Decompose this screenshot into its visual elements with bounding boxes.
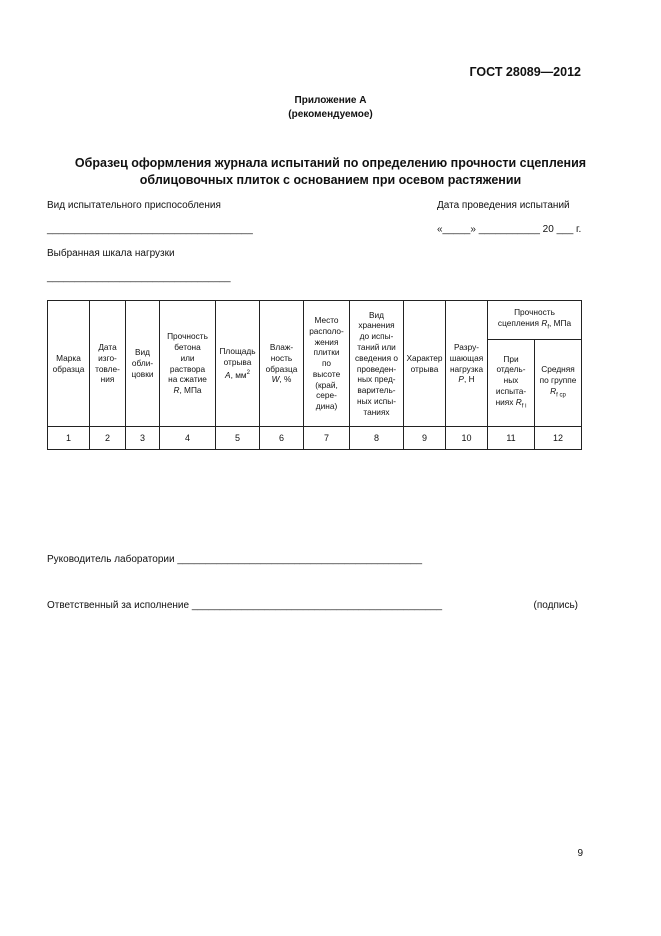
signature-note: (подпись) [533, 600, 578, 611]
document-title-line1: Образец оформления журнала испытаний по определению прочности сцепления [74, 156, 587, 170]
test-journal-table [47, 300, 582, 450]
header-storage-type: Вид хранения до испы- таний или сведения о проведен- ных пред- варитель- ных испы- таниях [350, 301, 404, 427]
device-label: Вид испытательного приспособления [47, 200, 221, 211]
column-number: 11 [488, 427, 535, 450]
column-number: 6 [260, 427, 304, 450]
column-number: 7 [304, 427, 350, 450]
scale-fill-line: _________________________________ [47, 272, 231, 283]
header-moisture: Влаж- ность образца W, % [260, 301, 304, 427]
column-number: 2 [90, 427, 126, 450]
column-number: 1 [48, 427, 90, 450]
header-separation-area: Площадь отрыва A, $мм^2$ [216, 301, 260, 427]
column-number: 8 [350, 427, 404, 450]
page-number: 9 [577, 848, 583, 859]
column-number: 4 [160, 427, 216, 450]
column-number: 12 [535, 427, 582, 450]
standard-number: ГОСТ 28089—2012 [469, 65, 581, 79]
header-tile-location: Место располо- жения плитки по высоте (край, сере- дина) [304, 301, 350, 427]
header-manufacture-date: Дата изго- товле- ния [90, 301, 126, 427]
appendix-title: Приложение А [294, 95, 367, 106]
device-fill-line: _____________________________________ [47, 224, 253, 235]
responsible-signature-line: Ответственный за исполнение _____________________________________________ [47, 600, 443, 611]
header-group-average: Средняя по группе $R_{f ср}$ [535, 340, 582, 427]
header-individual-tests: При отдель- ных испыта- ниях $R_{f i}$ [488, 340, 535, 427]
header-concrete-strength: Прочность бетона или раствора на сжатие R, МПа [160, 301, 216, 427]
header-adhesion-strength: Прочность сцепления $R_f$, МПа [488, 301, 582, 340]
header-facing-type: Вид обли- цовки [126, 301, 160, 427]
date-fill-line: «_____» ___________ 20 ___ г. [437, 224, 582, 235]
lab-head-signature-line: Руководитель лаборатории ____________________________________________ [47, 554, 423, 565]
column-number: 3 [126, 427, 160, 450]
document-title-line2: облицовочных плиток с основанием при осевом растяжении [139, 173, 522, 187]
column-number: 9 [404, 427, 446, 450]
header-breaking-load: Разру- шающая нагрузка P, Н [446, 301, 488, 427]
header-separation-character: Характер отрыва [404, 301, 446, 427]
column-number: 10 [446, 427, 488, 450]
date-label: Дата проведения испытаний [437, 200, 570, 211]
appendix-status: (рекомендуемое) [288, 109, 373, 120]
header-sample-mark: Марка образца [48, 301, 90, 427]
column-number: 5 [216, 427, 260, 450]
scale-label: Выбранная шкала нагрузки [47, 248, 175, 259]
